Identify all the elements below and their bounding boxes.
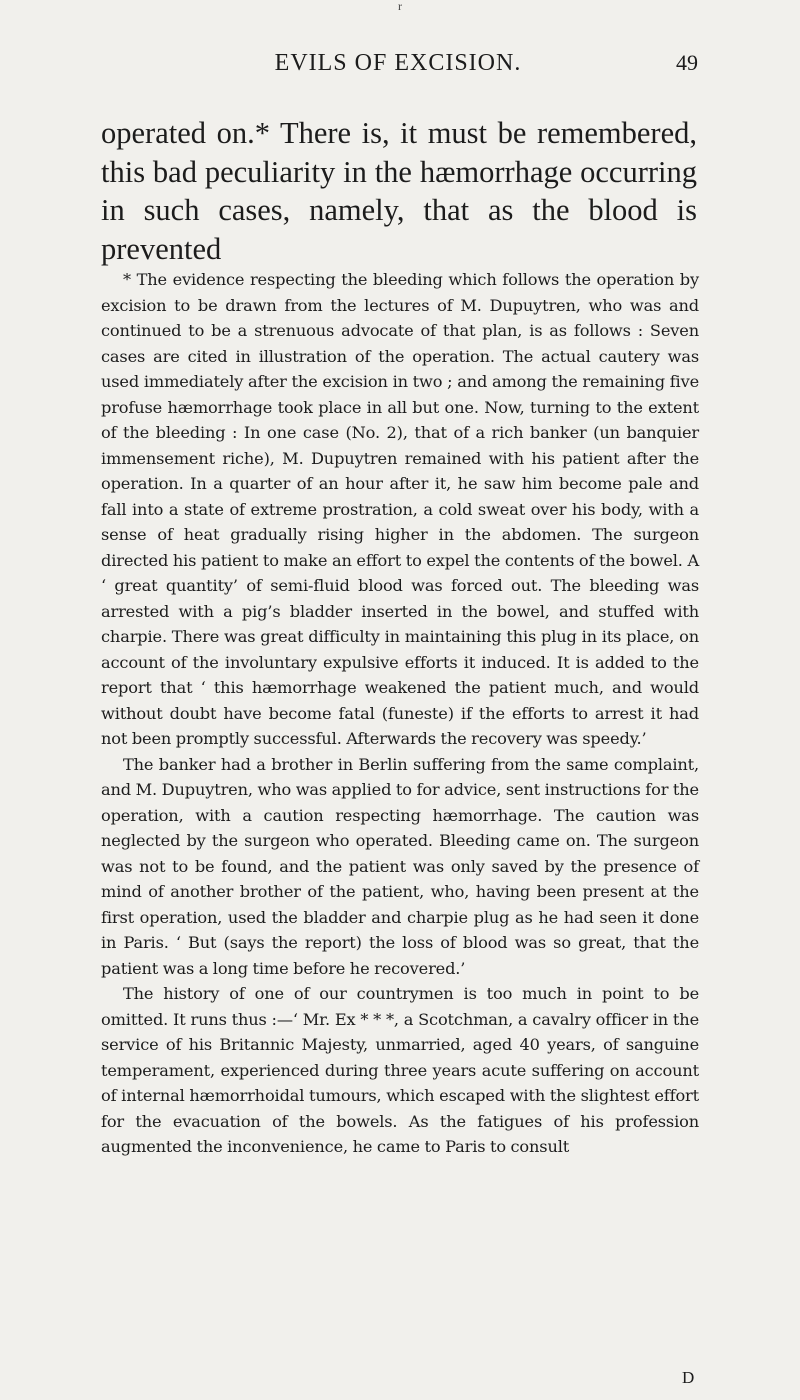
main-paragraph: operated on.* There is, it must be remembered, this bad peculiarity in the hæmorrhage occurring in such cases, namely, that as the blood is prevented [101, 116, 697, 266]
footnote-paragraph-1: * The evidence respecting the bleeding which follows the operation by excision to be drawn from the lectures of M. Dupuytren, who was and continued to be a strenuous advocate of that plan, is as follows : Seven cases are cited in illustration of the operation. The actual cautery was used immediately after the excision in two ; and among the remaining five profuse hæmorrhage took place in all but one. Now, turning to the extent of the bleeding : In one case (No. 2), that of a rich banker (un banquier immensement riche), M. Dupuytren remained with his patient after the operation. In a quarter of an hour after it, he saw him become pale and fall into a state of extreme prostration, a cold sweat over his body, with a sense of heat gradually rising higher in the abdomen. The surgeon directed his patient to make an effort to expel the contents of the bowel. A ‘ great quantity’ of semi-fluid blood was forced out. The bleeding was arrested with a pig’s bladder inserted in the bowel, and stuffed with charpie. There was great difficulty in maintaining this plug in its place, on account of the involuntary expulsive efforts it induced. It is added to the report that ‘ this hæmorrhage weakened the patient much, and would without doubt have become fatal (funeste) if the efforts to arrest it had not been promptly successful. Afterwards the recovery was speedy.’ [101, 270, 699, 748]
signature-mark: D [682, 1368, 695, 1387]
footnote-paragraph-2: The banker had a brother in Berlin suffering from the same complaint, and M. Dupuytren, who was applied to for advice, sent instructions for the operation, with a caution respecting hæmorrhage. The caution was neglected by the surgeon who operated. Bleeding came on. The surgeon was not to be found, and the patient was only saved by the presence of mind of another brother of the patient, who, having been present at the first operation, used the bladder and charpie plug as he had seen it done in Paris. ‘ But (says the report) the loss of blood was so great, that the patient was a long time before he recovered.’ [101, 754, 699, 978]
running-head-title: EVILS OF EXCISION. [274, 50, 522, 76]
corner-mark: r [398, 0, 402, 13]
footnote-paragraph-3: The history of one of our countrymen is too much in point to be omitted. It runs thus :—‘ Mr. Ex * * *, a Scotchman, a cavalry officer in the service of his Britannic Majesty, unmarried, aged 40 years, of sanguine temperament, experienced during three years acute suffering on account of internal hæmorrhoidal tumours, which escaped with the slightest effort for the evacuation of the bowels. As the fatigues of his profession augmented the inconvenience, he came to Paris to consult [101, 984, 699, 1156]
page-number: 49 [676, 50, 698, 75]
footnote [101, 267, 699, 1160]
running-head [100, 48, 696, 78]
